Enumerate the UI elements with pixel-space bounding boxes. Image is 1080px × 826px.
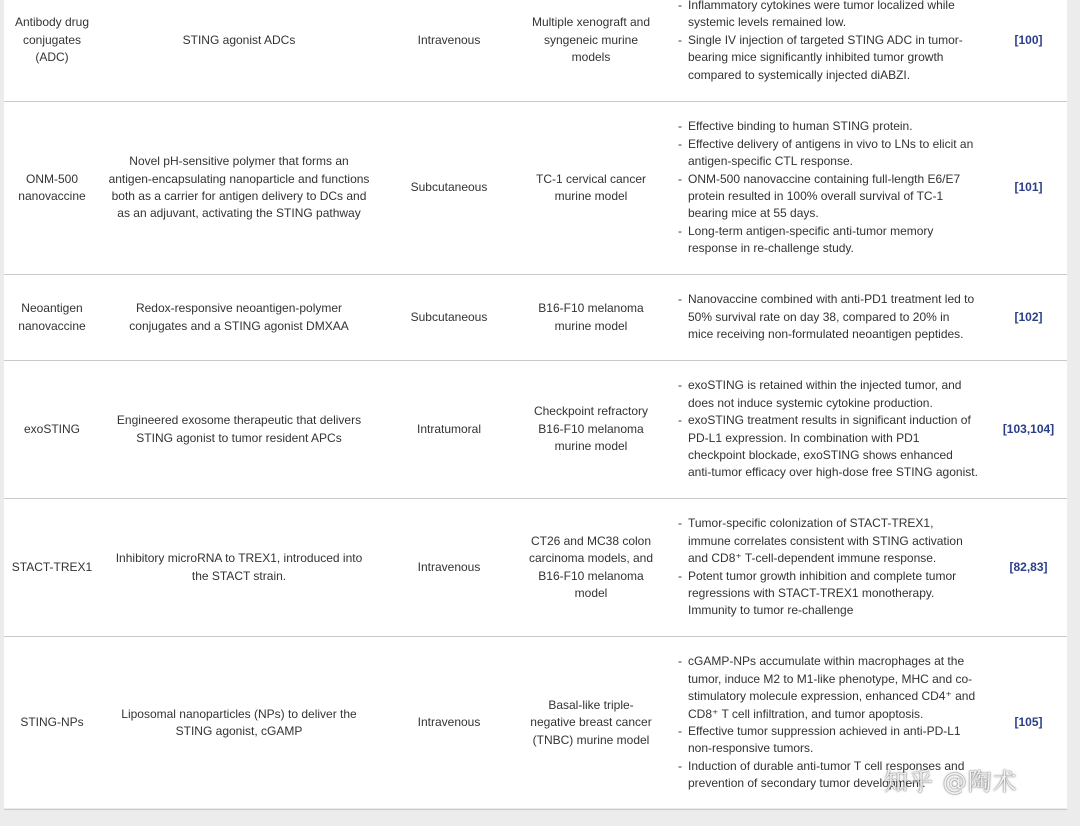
cell-reference <box>990 361 1067 498</box>
cell-model: Checkpoint refractory B16-F10 melanoma murine model <box>533 404 649 454</box>
cell-route: Subcutaneous <box>410 309 488 324</box>
table-row <box>4 361 1067 499</box>
watermark-text: 知乎 @陶术 <box>884 768 1018 796</box>
table-row <box>4 0 1067 102</box>
cell-description: STING agonist ADCs <box>182 32 296 47</box>
table-row <box>4 499 1067 637</box>
reference-link[interactable]: [101] <box>1014 180 1043 195</box>
cell-description: Liposomal nanoparticles (NPs) to deliver the STING agonist, cGAMP <box>121 706 357 738</box>
cell-name: STING-NPs <box>20 715 84 730</box>
table-sheet <box>4 0 1067 808</box>
cell-description: Redox-responsive neoantigen-polymer conjugates and a STING agonist DMXAA <box>129 301 349 333</box>
findings-list <box>678 0 978 84</box>
finding-item: - exoSTING treatment results in significant induction of PD-L1 expression. In combination with PD1 checkpoint blockade, exoSTING shows enhanced anti-tumor efficacy over high-dose free STING agonist. <box>678 412 978 482</box>
reference-link[interactable]: [102] <box>1014 309 1043 324</box>
finding-item: - exoSTING is retained within the injected tumor, and does not induce systemic cytokine production. <box>678 377 978 412</box>
table-row <box>4 102 1067 275</box>
sting-delivery-table <box>4 0 1067 810</box>
cell-findings <box>662 275 990 360</box>
cell-description: Novel pH-sensitive polymer that forms an antigen-encapsulating nanoparticle and functions both as a carrier for antigen delivery to DCs and as an adjuvant, activating the STING pathway <box>108 154 370 221</box>
cell-findings <box>662 0 990 101</box>
reference-link[interactable]: [100] <box>1014 32 1043 47</box>
cell-model: CT26 and MC38 colon carcinoma models, and B16-F10 melanoma model <box>528 533 654 600</box>
cell-name: exoSTING <box>23 421 80 436</box>
cell-findings <box>662 499 990 636</box>
reference-link[interactable]: [103,104] <box>1002 421 1055 436</box>
cell-reference <box>990 0 1067 101</box>
findings-list <box>678 291 978 343</box>
reference-link[interactable]: [82,83] <box>1009 559 1048 574</box>
finding-item: - Effective binding to human STING protein. <box>678 118 978 135</box>
cell-model: Multiple xenograft and syngeneic murine models <box>531 15 651 65</box>
finding-item: - Nanovaccine combined with anti-PD1 treatment led to 50% survival rate on day 38, compared to 20% in mice receiving non-formulated neoantigen peptides. <box>678 291 978 343</box>
finding-item: - Long-term antigen-specific anti-tumor memory response in re-challenge study. <box>678 223 978 258</box>
finding-item: - Induction of durable anti-tumor T cell responses and prevention of secondary tumor development. <box>678 758 978 793</box>
table-row <box>4 275 1067 361</box>
finding-item: - cGAMP-NPs accumulate within macrophages at the tumor, induce M2 to M1-like phenotype, MHC and co-stimulatory molecule expression, enhanced CD4⁺ and CD8⁺ T cell infiltration, and tumor apoptosis. <box>678 653 978 723</box>
cell-model: TC-1 cervical cancer murine model <box>535 171 647 203</box>
cell-description: Engineered exosome therapeutic that delivers STING agonist to tumor resident APCs <box>116 413 362 445</box>
finding-item: - Effective delivery of antigens in vivo to LNs to elicit an antigen-specific CTL response. <box>678 136 978 171</box>
findings-list <box>678 118 978 257</box>
cell-route: Intravenous <box>417 32 481 47</box>
findings-list <box>678 377 978 481</box>
finding-item: - Single IV injection of targeted STING ADC in tumor-bearing mice significantly inhibited tumor growth compared to systemically injected diABZI. <box>678 32 978 84</box>
finding-item: - Effective tumor suppression achieved in anti-PD-L1 non-responsive tumors. <box>678 723 978 758</box>
cell-reference <box>990 102 1067 274</box>
finding-item: - Tumor-specific colonization of STACT-TREX1, immune correlates consistent with STING activation and CD8⁺ T-cell-dependent immune response. <box>678 515 978 567</box>
reference-link[interactable]: [105] <box>1014 715 1043 730</box>
cell-findings <box>662 102 990 274</box>
cell-route: Subcutaneous <box>410 180 488 195</box>
cell-route: Intravenous <box>417 559 481 574</box>
cell-description: Inhibitory microRNA to TREX1, introduced into the STACT strain. <box>115 551 363 583</box>
cell-name: Neoantigen nanovaccine <box>18 301 86 333</box>
cell-name: ONM-500 nanovaccine <box>18 171 86 203</box>
finding-item: - Inflammatory cytokines were tumor localized while systemic levels remained low. <box>678 0 978 32</box>
cell-route: Intratumoral <box>416 421 482 436</box>
finding-item: - ONM-500 nanovaccine containing full-length E6/E7 protein resulted in 100% overall survival of TC-1 bearing mice at 55 days. <box>678 171 978 223</box>
cell-route: Intravenous <box>417 715 481 730</box>
findings-list <box>678 515 978 619</box>
cell-name: STACT-TREX1 <box>11 559 93 574</box>
cell-reference <box>990 275 1067 360</box>
cell-reference <box>990 499 1067 636</box>
cell-model: B16-F10 melanoma murine model <box>538 301 644 333</box>
cell-model: Basal-like triple-negative breast cancer (TNBC) murine model <box>530 697 652 747</box>
finding-item: - Potent tumor growth inhibition and complete tumor regressions with STACT-TREX1 monotherapy. Immunity to tumor re-challenge <box>678 568 978 620</box>
cell-name: Antibody drug conjugates (ADC) <box>14 15 90 65</box>
cell-findings <box>662 361 990 498</box>
